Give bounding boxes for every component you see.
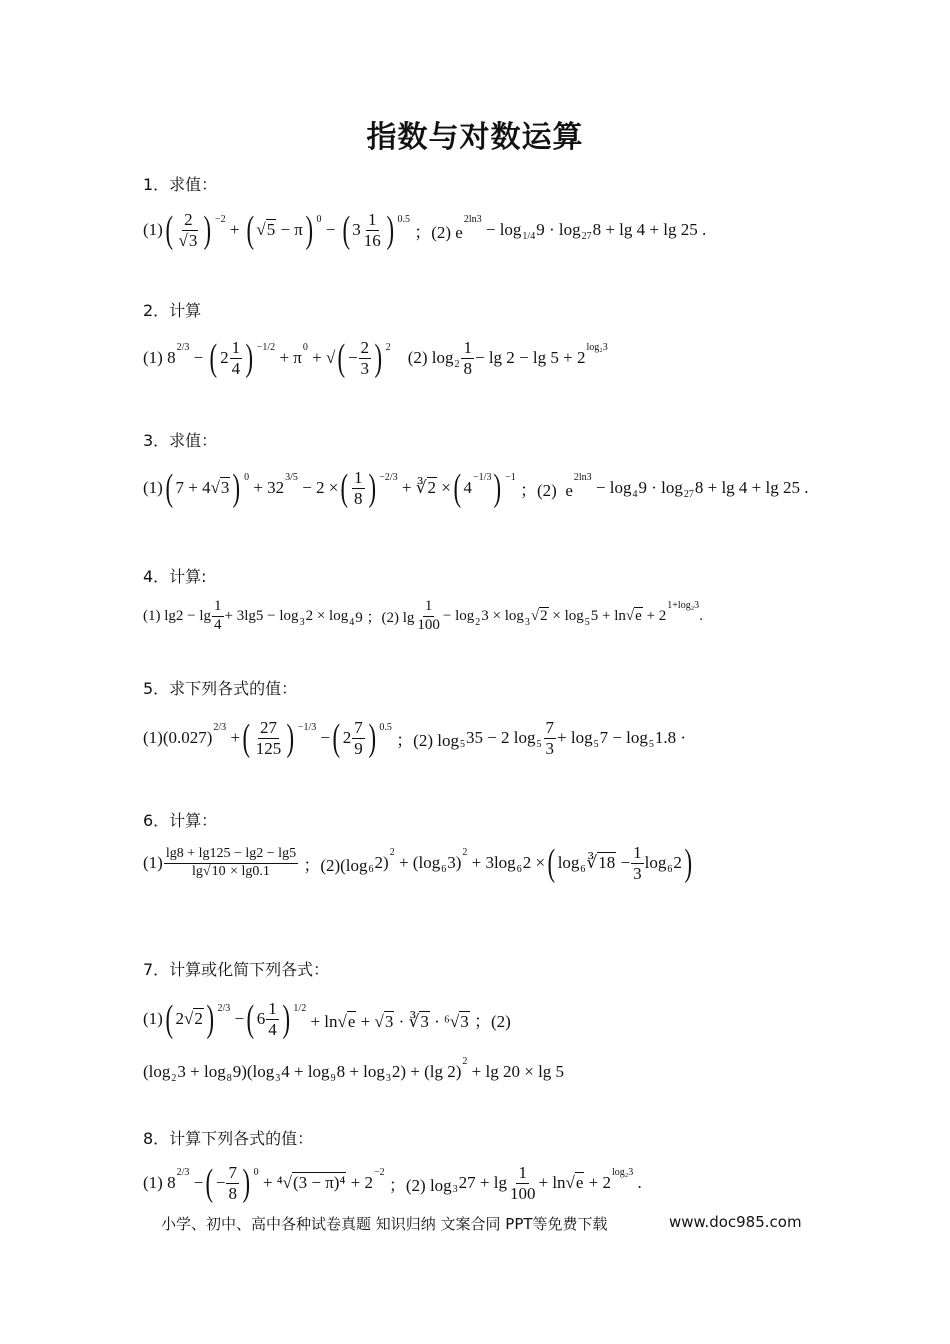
problem-7-formula-1: (1) ( 2√2 ) 2/3 − ( 6 $\frac{1}{4}$ ) 1/2 + ln√e + √3 · ∛3 · ⁶√3 ；(2) — [143, 998, 511, 1040]
problem-5-formula: (1)(0.027) 2/3 + ( $\frac{27}{125}$ ) −1/3 − ( 2 $\frac{7}{9}$ ) 0.5 ；(2) log 5 35 − 2 log 5 $\frac{7}{3}$ + log 5 7 − log 5 1.8 · — [143, 717, 687, 759]
problem-8-formula: (1) 8 2/3 − ( − $\frac{7}{8}$ ) 0 + ⁴√(3 − π)⁴ + 2 −2 ；(2) log 3 27 + lg $\frac{1}{100}$ + ln√e + 2 log₂3 . — [143, 1162, 642, 1204]
problem-1-formula: (1) ( $\frac{2}{√3}$ ) −2 + ( √5 − π ) 0 − ( 3 $\frac{1}{16}$ ) 0.5 ；(2) e 2ln3 − log 1/4 9 · log 27 8 + lg 4 + lg 25 . — [143, 209, 707, 251]
problem-3-label: 3．求值： — [143, 431, 218, 450]
problem-2-formula: (1) 8 2/3 − ( 2 $\frac{1}{4}$ ) −1/2 + π 0 + √ ( − $\frac{2}{3}$ ) 2 (2) log 2 $\frac{1}{8}$ − lg 2 − lg 5 + 2 log₂3 — [143, 337, 608, 379]
problem-7-label: 7．计算或化简下列各式： — [143, 960, 330, 979]
problem-5-label: 5．求下列各式的值： — [143, 679, 298, 698]
problem-7-formula-2: (log 2 3 + log 8 9)(log 3 4 + log 9 8 + log 3 2) + (lg 2) 2 + lg 20 × lg 5 — [143, 1055, 565, 1084]
footer-text: 小学、初中、高中各种试卷真题 知识归纳 文案合同 PPT等免费下载 — [161, 1215, 608, 1233]
problem-4-formula: (1) lg2 − lg $\frac{1}{4}$ + 3lg5 − log 3 2 × log 4 9 ；(2) lg $\frac{1}{100}$ − log 2 3 × log 3 √2 × log 5 5 + ln√e + 2 1+log₂3 . — [143, 598, 703, 633]
problem-6-label: 6．计算： — [143, 811, 218, 830]
problem-8-label: 8．计算下列各式的值： — [143, 1129, 314, 1148]
problem-3-formula: (1) ( 7 + 4√3 ) 0 + 32 3/5 − 2 × ( $\frac{1}{8}$ ) −2/3 + ∛2 × ( 4 −1/3 ) −1 ；(2) e 2ln3 − log 4 9 · log 27 8 + lg 4 + lg 25 . — [143, 467, 809, 509]
footer-link[interactable]: www.doc985.com — [669, 1213, 802, 1231]
problem-4-label: 4．计算: — [143, 567, 207, 586]
page-title: 指数与对数运算 — [366, 120, 584, 155]
problem-1-label: 1．求值： — [143, 175, 218, 194]
problem-2-label: 2．计算 — [143, 301, 202, 320]
problem-6-formula: (1) $\frac{\lg 8 + \lg 125 - \lg 2 - \lg 5}{\lg√10 \times \lg 0.1}$ ；(2)(log 6 2) 2 + (log 6 3) 2 + 3log 6 2 × ( log 6 ∛18 − $\frac{1}{3}$ log 6 2 ) — [143, 842, 692, 884]
